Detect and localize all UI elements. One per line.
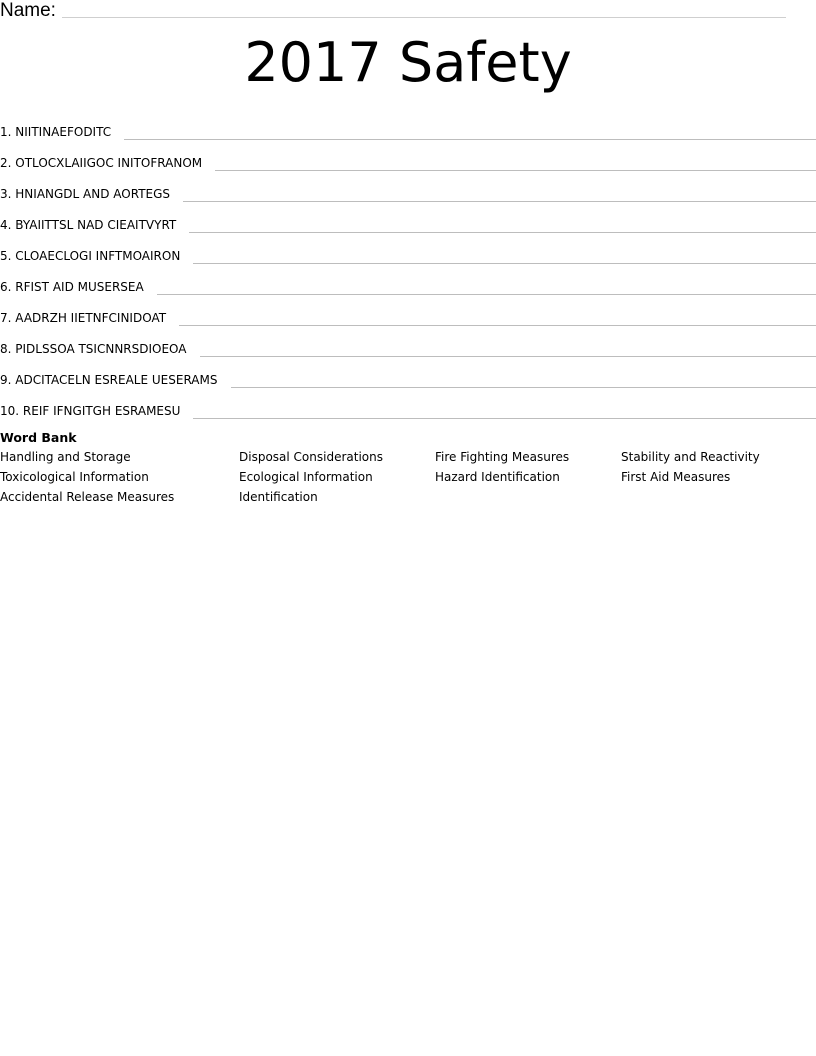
answer-line[interactable] [124,139,816,140]
scrambled-word: NIITINAEFODITC [15,125,112,139]
answer-line[interactable] [183,201,816,202]
word-bank-item: Fire Fighting Measures [435,450,570,464]
question-row-7 [0,297,816,328]
question-number: 2. [0,156,12,170]
answer-line[interactable] [193,418,816,419]
word-bank-grid [0,447,816,507]
answer-line[interactable] [200,356,816,357]
scrambled-word: RFIST AID MUSERSEA [15,280,144,294]
question-row-6 [0,266,816,297]
question-text [0,156,202,173]
scrambled-word: AADRZH IIETNFCINIDOAT [15,311,167,325]
question-number: 10. [0,404,20,418]
word-bank-item: Identification [239,490,318,504]
scrambled-word: CLOAECLOGI INFTMOAIRON [15,249,181,263]
question-row-10 [0,390,816,421]
question-text [0,342,187,359]
question-row-4 [0,204,816,235]
question-text [0,404,180,421]
question-text [0,218,176,235]
word-bank [0,429,816,507]
question-number: 4. [0,218,12,232]
worksheet-title: 2017 Safety [244,31,572,94]
question-text [0,373,218,390]
question-number: 3. [0,187,12,201]
scrambled-word: REIF IFNGITGH ESRAMESU [22,404,181,418]
answer-line[interactable] [231,387,816,388]
question-number: 8. [0,342,12,356]
word-bank-item: First Aid Measures [621,470,731,484]
word-bank-item: Disposal Considerations [239,450,383,464]
word-bank-item: Toxicological Information [0,470,149,484]
question-row-8 [0,328,816,359]
question-text [0,311,166,328]
name-answer-line[interactable] [62,17,786,18]
question-number: 1. [0,125,12,139]
question-number: 7. [0,311,12,325]
word-bank-item: Ecological Information [239,470,373,484]
answer-line[interactable] [193,263,816,264]
question-text [0,280,144,297]
word-bank-item: Stability and Reactivity [621,450,760,464]
word-bank-item: Hazard Identification [435,470,560,484]
question-number: 9. [0,373,12,387]
name-label: Name: [0,0,56,21]
scrambled-word: HNIANGDL AND AORTEGS [15,187,171,201]
word-bank-item: Accidental Release Measures [0,490,175,504]
question-number: 6. [0,280,12,294]
name-field-row [0,0,786,20]
scrambled-word: PIDLSSOA TSICNNRSDIOEOA [15,342,187,356]
scrambled-word: BYAIITTSL NAD CIEAITVYRT [15,218,177,232]
scrambled-word: ADCITACELN ESREALE UESERAMS [15,373,218,387]
answer-line[interactable] [179,325,816,326]
question-list [0,111,816,421]
word-bank-item: Handling and Storage [0,450,131,464]
question-text [0,187,170,204]
question-row-9 [0,359,816,390]
question-row-3 [0,173,816,204]
question-number: 5. [0,249,12,263]
answer-line[interactable] [215,170,816,171]
question-text [0,249,180,266]
question-row-1 [0,111,816,142]
word-bank-title: Word Bank [0,430,77,445]
question-row-5 [0,235,816,266]
question-text [0,125,111,142]
answer-line[interactable] [157,294,816,295]
answer-line[interactable] [189,232,816,233]
scrambled-word: OTLOCXLAIIGOC INITOFRANOM [15,156,203,170]
question-row-2 [0,142,816,173]
